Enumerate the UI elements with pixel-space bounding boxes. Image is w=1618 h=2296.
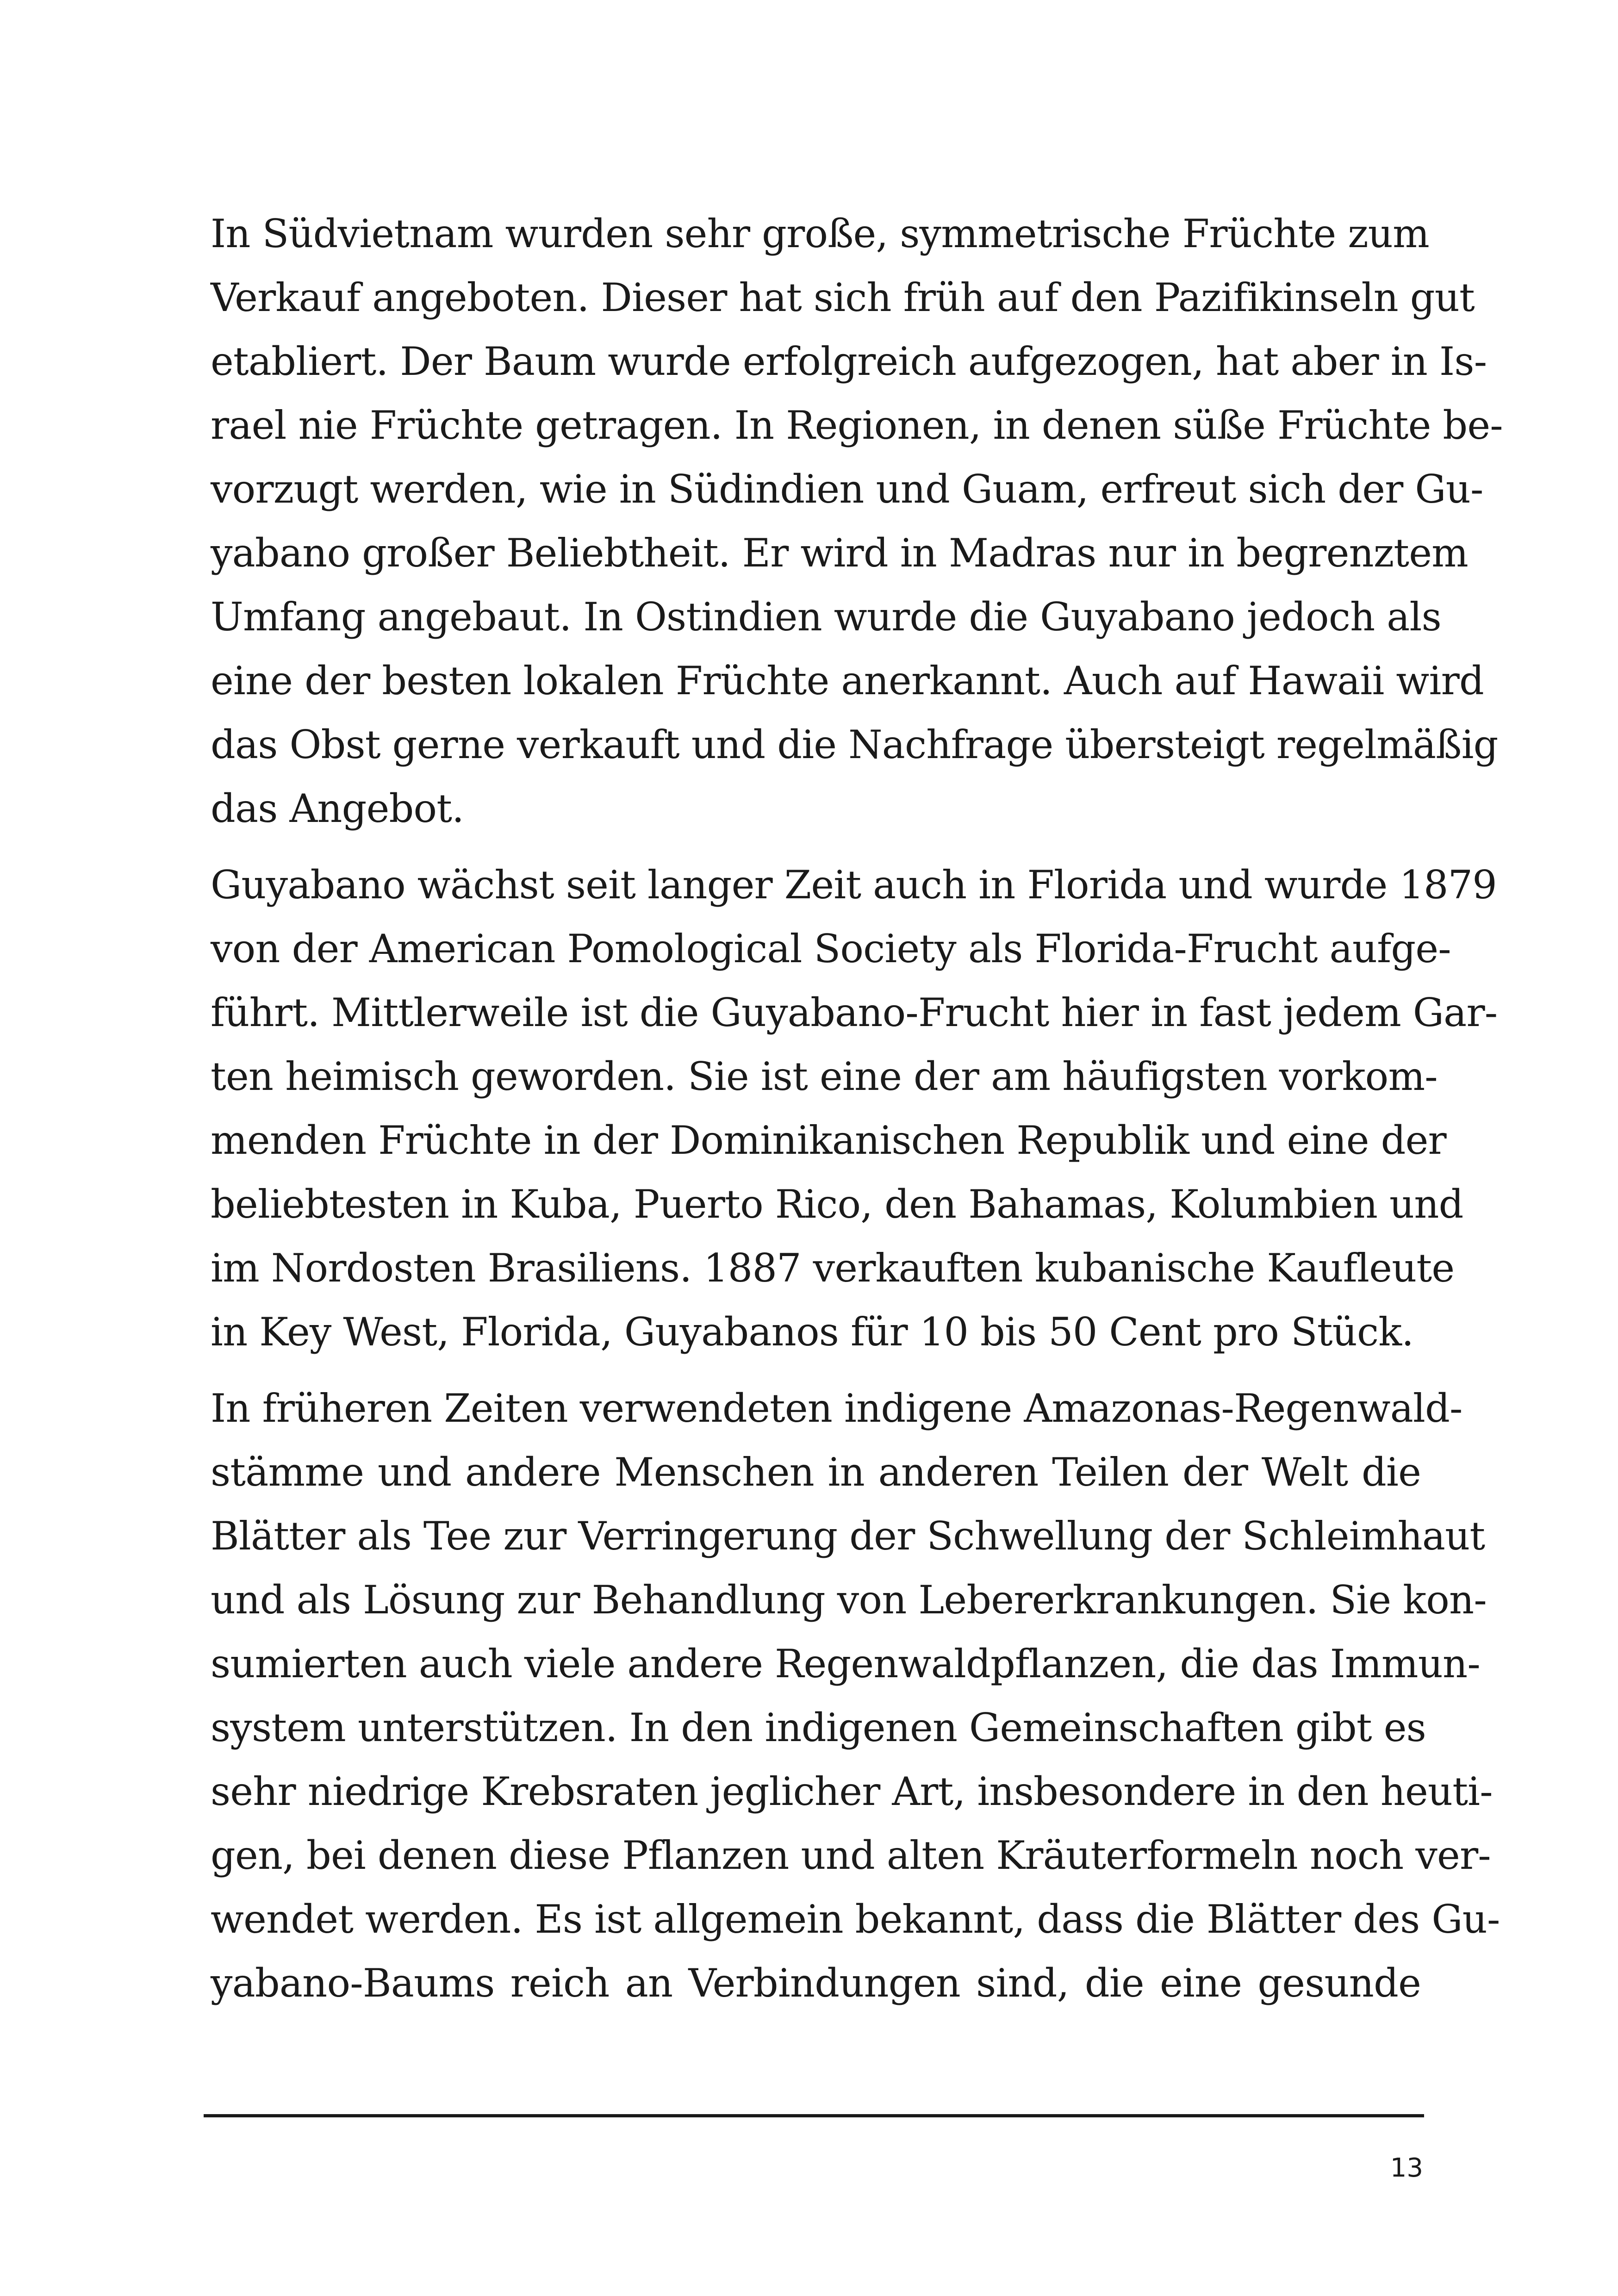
text-line: Verkauf angeboten. Dieser hat sich früh auf den Pazifikinseln gut <box>211 275 1475 320</box>
page-number: 13 <box>1390 2153 1423 2183</box>
text-line: In früheren Zeiten verwendeten indigene Amazonas-Regenwald- <box>211 1386 1462 1431</box>
text-line: system unterstützen. In den indigenen Gemeinschaften gibt es <box>211 1705 1426 1750</box>
text-line: beliebtesten in Kuba, Puerto Rico, den Bahamas, Kolumbien und <box>211 1182 1463 1227</box>
text-line: ten heimisch geworden. Sie ist eine der am häufigsten vorkom- <box>211 1054 1438 1099</box>
text-line: stämme und andere Menschen in anderen Teilen der Welt die <box>211 1450 1421 1495</box>
text-line: das Angebot. <box>211 786 464 831</box>
text-line: sehr niedrige Krebsraten jeglicher Art, insbesondere in den heuti- <box>211 1769 1493 1814</box>
text-line: von der American Pomological Society als Florida-Frucht aufge- <box>211 926 1451 971</box>
text-line: yabano-Baums reich an Verbindungen sind, die eine gesunde <box>211 1960 1421 2006</box>
text-line: eine der besten lokalen Früchte anerkannt. Auch auf Hawaii wird <box>211 658 1484 703</box>
text-line: Guyabano wächst seit langer Zeit auch in Florida und wurde 1879 <box>211 862 1497 908</box>
text-line: und als Lösung zur Behandlung von Lebererkrankungen. Sie kon- <box>211 1577 1487 1623</box>
text-line: vorzugt werden, wie in Südindien und Guam, erfreut sich der Gu- <box>211 467 1483 512</box>
footer-divider <box>204 2114 1424 2117</box>
text-line: führt. Mittlerweile ist die Guyabano-Frucht hier in fast jedem Gar- <box>211 990 1498 1035</box>
text-line: In Südvietnam wurden sehr große, symmetrische Früchte zum <box>211 211 1429 256</box>
text-line: wendet werden. Es ist allgemein bekannt, dass die Blätter des Gu- <box>211 1897 1500 1942</box>
text-line: in Key West, Florida, Guyabanos für 10 bis 50 Cent pro Stück. <box>211 1309 1414 1355</box>
text-line: etabliert. Der Baum wurde erfolgreich aufgezogen, hat aber in Is- <box>211 339 1487 384</box>
text-line: yabano großer Beliebtheit. Er wird in Madras nur in begrenztem <box>211 530 1469 576</box>
text-line: Umfang angebaut. In Ostindien wurde die Guyabano jedoch als <box>211 594 1441 640</box>
text-line: Blätter als Tee zur Verringerung der Schwellung der Schleimhaut <box>211 1513 1485 1559</box>
text-line: im Nordosten Brasiliens. 1887 verkauften kubanische Kaufleute <box>211 1245 1455 1291</box>
text-line: sumierten auch viele andere Regenwaldpflanzen, die das Immun- <box>211 1641 1480 1686</box>
text-line: menden Früchte in der Dominikanischen Republik und eine der <box>211 1118 1446 1163</box>
text-line: rael nie Früchte getragen. In Regionen, in denen süße Früchte be- <box>211 403 1503 448</box>
text-line: das Obst gerne verkauft und die Nachfrage übersteigt regelmäßig <box>211 722 1498 767</box>
text-line: gen, bei denen diese Pflanzen und alten Kräuterformeln noch ver- <box>211 1833 1491 1878</box>
